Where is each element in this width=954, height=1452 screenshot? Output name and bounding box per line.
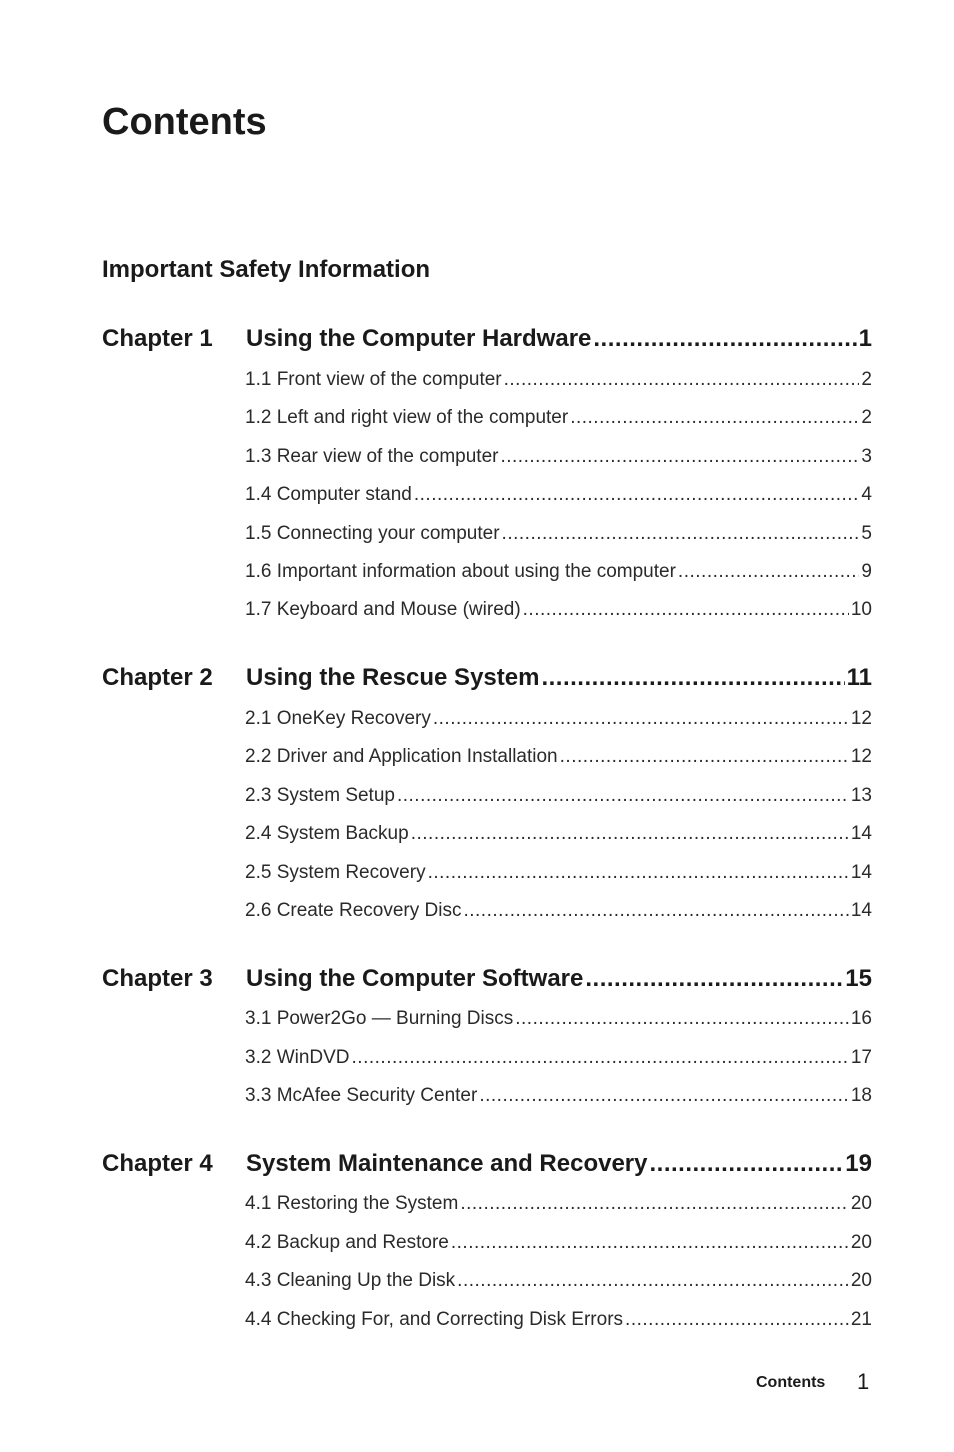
toc-entry[interactable] (245, 444, 872, 470)
chapter-label: Chapter 1 (102, 325, 213, 352)
page-title: Contents (102, 101, 267, 143)
toc-entry-title: 2.2 Driver and Application Installation (245, 746, 558, 767)
toc-entry-title: 2.3 System Setup (245, 785, 395, 806)
toc-entry-title: 1.1 Front view of the computer (245, 369, 502, 390)
dot-leader (585, 963, 843, 995)
toc-entry[interactable] (245, 783, 872, 809)
toc-entry-page-number: 16 (850, 1008, 872, 1029)
toc-entry-title: 3.1 Power2Go — Burning Discs (245, 1008, 514, 1029)
toc-entry-page-number: 20 (850, 1270, 872, 1291)
toc-entry-page-number: 20 (850, 1232, 872, 1253)
dot-leader (500, 444, 859, 470)
chapter-heading[interactable] (102, 662, 872, 694)
chapter-page-number: 11 (846, 664, 872, 691)
toc-entry[interactable] (245, 1083, 872, 1109)
chapter-heading[interactable] (102, 323, 872, 355)
toc-entry-title: 1.4 Computer stand (245, 484, 412, 505)
footer-page-number: 1 (857, 1369, 870, 1394)
dot-leader (570, 405, 859, 431)
toc-entry[interactable] (245, 597, 872, 623)
toc-entry-page-number: 14 (850, 900, 872, 921)
dot-leader (479, 1083, 849, 1109)
toc-entry-title: 4.4 Checking For, and Correcting Disk Errors (245, 1309, 624, 1330)
footer-label: Contents (756, 1374, 826, 1391)
chapter-title: Using the Rescue System (246, 664, 540, 691)
chapter-label: Chapter 3 (102, 965, 213, 992)
dot-leader (593, 323, 856, 355)
toc-entry-title: 1.3 Rear view of the computer (245, 446, 499, 467)
chapter-title-line (246, 662, 872, 694)
toc-entry-page-number: 2 (861, 369, 872, 390)
toc-entry-page-number: 5 (861, 523, 872, 544)
dot-leader (352, 1045, 849, 1071)
chapter-heading[interactable] (102, 963, 872, 995)
toc-entry-page-number: 17 (850, 1047, 872, 1068)
dot-leader (678, 559, 860, 585)
chapter-label: Chapter 2 (102, 664, 213, 691)
toc-entry[interactable] (245, 405, 872, 431)
dot-leader (515, 1006, 849, 1032)
dot-leader (433, 706, 849, 732)
toc-entry[interactable] (245, 860, 872, 886)
toc-entry-title: 2.6 Create Recovery Disc (245, 900, 462, 921)
dot-leader (414, 482, 860, 508)
chapter-page-number: 19 (845, 1150, 872, 1177)
toc-entry[interactable] (245, 1230, 872, 1256)
chapter-page-number: 15 (845, 965, 872, 992)
chapter-title: Using the Computer Hardware (246, 325, 592, 352)
toc-entry[interactable] (245, 1307, 872, 1333)
toc-entry-title: 2.1 OneKey Recovery (245, 708, 431, 729)
dot-leader (502, 521, 860, 547)
dot-leader (428, 860, 849, 886)
toc-entry-title: 2.5 System Recovery (245, 862, 426, 883)
chapter-title-line (246, 1148, 872, 1180)
toc-entry-page-number: 14 (850, 862, 872, 883)
toc-entry[interactable] (245, 706, 872, 732)
toc-entry-page-number: 20 (850, 1193, 872, 1214)
chapter-page-number: 1 (858, 325, 872, 352)
toc-entry-page-number: 12 (850, 708, 872, 729)
toc-entry-title: 1.6 Important information about using the computer (245, 561, 676, 582)
toc-entry[interactable] (245, 1045, 872, 1071)
toc-entry-page-number: 12 (850, 746, 872, 767)
dot-leader (504, 367, 860, 393)
toc-entry-title: 4.1 Restoring the System (245, 1193, 459, 1214)
chapter-title-line (246, 963, 872, 995)
dot-leader (650, 1148, 844, 1180)
dot-leader (457, 1268, 849, 1294)
toc-entry-title: 2.4 System Backup (245, 823, 409, 844)
toc-entry[interactable] (245, 821, 872, 847)
toc-entry-page-number: 18 (850, 1085, 872, 1106)
toc-entry-title: 1.7 Keyboard and Mouse (wired) (245, 599, 521, 620)
toc-entry[interactable] (245, 559, 872, 585)
toc-entry-title: 4.2 Backup and Restore (245, 1232, 449, 1253)
toc-entry-title: 1.2 Left and right view of the computer (245, 407, 569, 428)
safety-information-heading: Important Safety Information (102, 256, 431, 283)
chapter-heading[interactable] (102, 1148, 872, 1180)
toc-entry-page-number: 10 (850, 599, 872, 620)
dot-leader (625, 1307, 849, 1333)
toc-entry[interactable] (245, 744, 872, 770)
toc-entry-title: 3.2 WinDVD (245, 1047, 350, 1068)
toc-entry-page-number: 9 (861, 561, 872, 582)
dot-leader (560, 744, 849, 770)
toc-entry-page-number: 21 (850, 1309, 872, 1330)
toc-entry[interactable] (245, 367, 872, 393)
chapter-title-line (246, 323, 872, 355)
dot-leader (541, 662, 844, 694)
chapter-title: Using the Computer Software (246, 965, 584, 992)
toc-entry[interactable] (245, 1006, 872, 1032)
toc-entry[interactable] (245, 898, 872, 924)
chapter-label: Chapter 4 (102, 1150, 213, 1177)
toc-entry-page-number: 2 (861, 407, 872, 428)
chapter-title: System Maintenance and Recovery (246, 1150, 648, 1177)
toc-entry-page-number: 13 (850, 785, 872, 806)
toc-entry-page-number: 4 (861, 484, 872, 505)
dot-leader (463, 898, 848, 924)
toc-entry-title: 1.5 Connecting your computer (245, 523, 500, 544)
toc-entry[interactable] (245, 1268, 872, 1294)
toc-entry-page-number: 14 (850, 823, 872, 844)
toc-entry[interactable] (245, 1191, 872, 1217)
toc-entry-title: 4.3 Cleaning Up the Disk (245, 1270, 456, 1291)
dot-leader (397, 783, 849, 809)
dot-leader (411, 821, 849, 847)
toc-entry[interactable] (245, 482, 872, 508)
toc-entry[interactable] (245, 521, 872, 547)
toc-entry-page-number: 3 (861, 446, 872, 467)
toc-entry-title: 3.3 McAfee Security Center (245, 1085, 478, 1106)
dot-leader (460, 1191, 849, 1217)
dot-leader (451, 1230, 849, 1256)
dot-leader (523, 597, 849, 623)
